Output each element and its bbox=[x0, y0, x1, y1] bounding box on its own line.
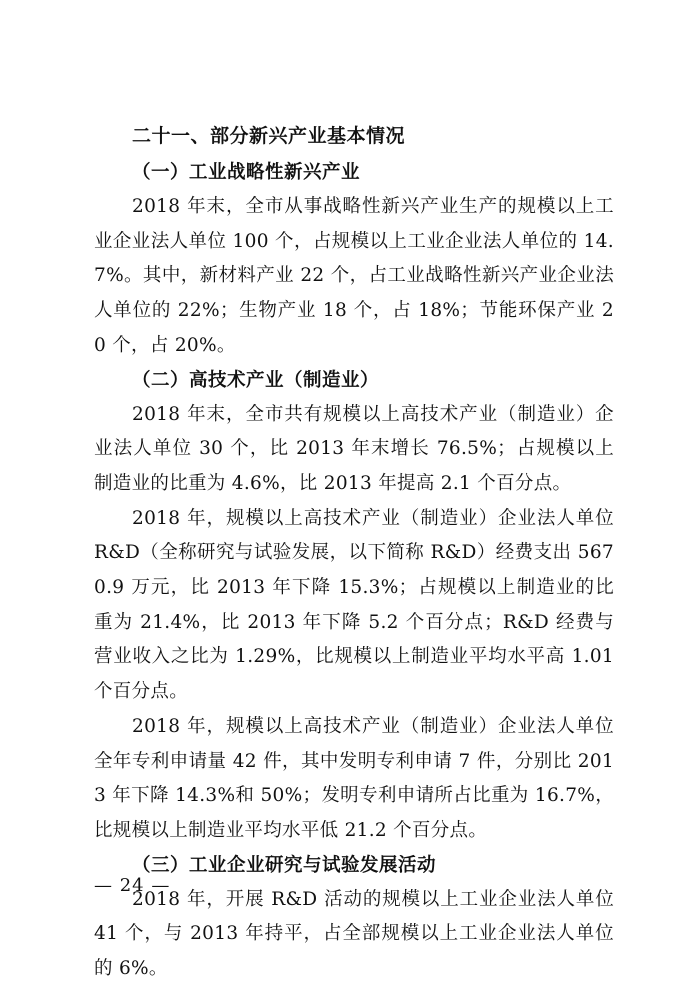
paragraph-hightech-patents: 2018 年，规模以上高技术产业（制造业）企业法人单位全年专利申请量 42 件，其中发明专利申请 7 件，分别比 2013 年下降 14.3%和 50%；发明专利申请所占比重为 16.7%，比规模以上制造业平均水平低 21.2 个百分点。 bbox=[94, 715, 614, 841]
section-heading: 二十一、部分新兴产业基本情况 bbox=[132, 125, 406, 147]
paragraph-hightech-rd-spending: 2018 年，规模以上高技术产业（制造业）企业法人单位 R&D（全称研究与试验发展，以下简称 R&D）经费支出 5670.9 万元，比 2013 年下降 15.3%；占规模以上制造业的比重为 21.4%，比 2013 年下降 5.2 个百分点；R&D 经费与营业收入之比为 1.29%，比规模以上制造业平均水平高 1.01 个百分点。 bbox=[94, 507, 614, 703]
paragraph-hightech-units: 2018 年末，全市共有规模以上高技术产业（制造业）企业法人单位 30 个，比 2013 年末增长 76.5%；占规模以上制造业的比重为 4.6%，比 2013 年提高 2.1 个百分点。 bbox=[94, 403, 614, 494]
subsection-heading-2: （二）高技术产业（制造业） bbox=[132, 369, 380, 391]
document-page bbox=[94, 116, 614, 987]
subsection-heading-3: （三）工业企业研究与试验发展活动 bbox=[132, 854, 437, 876]
paragraph-strategic-industries: 2018 年末，全市从事战略性新兴产业生产的规模以上工业企业法人单位 100 个，占规模以上工业企业法人单位的 14.7%。其中，新材料产业 22 个，占工业战略性新兴产业企业法人单位的 22%；生物产业 18 个，占 18%；节能环保产业 20 个，占 20%。 bbox=[94, 196, 614, 356]
page-number: — 24 — bbox=[94, 875, 171, 896]
subsection-heading-1: （一）工业战略性新兴产业 bbox=[132, 162, 361, 183]
paragraph-rd-activities: 2018 年，开展 R&D 活动的规模以上工业企业法人单位 41 个，与 2013 年持平，占全部规模以上工业企业法人单位的 6%。 bbox=[94, 888, 614, 980]
